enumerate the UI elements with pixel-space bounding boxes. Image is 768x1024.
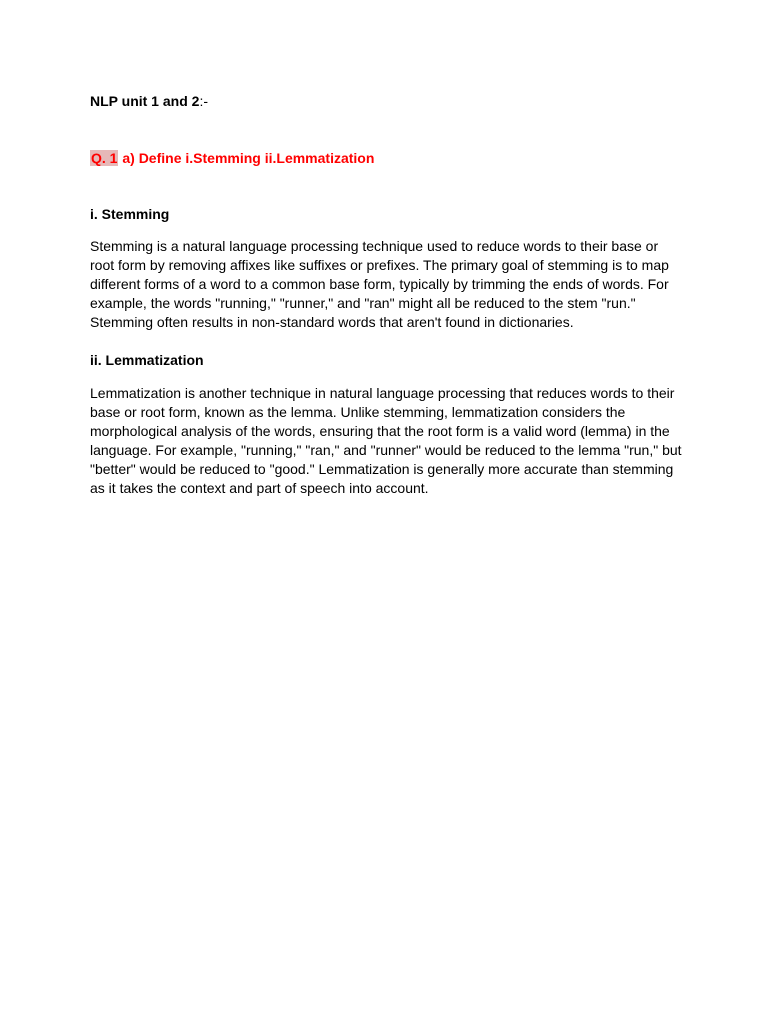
paragraph-line: Stemming often results in non-standard words that aren't found in dictionaries. <box>90 314 574 330</box>
paragraph-line: language. For example, "running," "ran," and "runner" would be reduced to the lemma "run," but <box>90 442 682 458</box>
paragraph-line: "better" would be reduced to "good." Lemmatization is generally more accurate than stemming <box>90 461 674 477</box>
paragraph-line: base or root form, known as the lemma. Unlike stemming, lemmatization considers the <box>90 404 626 420</box>
section-heading-stemming: i. Stemming <box>90 206 170 222</box>
paragraph-line: morphological analysis of the words, ensuring that the root form is a valid word (lemma) in the <box>90 423 670 439</box>
paragraph-stemming <box>90 237 690 332</box>
paragraph-line: root form by removing affixes like suffixes or prefixes. The primary goal of stemming is to map <box>90 257 669 273</box>
document-title-suffix: :- <box>199 93 208 109</box>
paragraph-line: example, the words "running," "runner," and "ran" might all be reduced to the stem "run." <box>90 295 636 311</box>
document-title-main: NLP unit 1 and 2 <box>90 93 200 109</box>
paragraph-line: as it takes the context and part of speech into account. <box>90 480 429 496</box>
paragraph-line: Lemmatization is another technique in natural language processing that reduces words to their <box>90 385 675 401</box>
document-title <box>90 92 208 110</box>
question-heading <box>90 149 374 167</box>
paragraph-line: Stemming is a natural language processing technique used to reduce words to their base or <box>90 238 659 254</box>
paragraph-lemmatization <box>90 384 690 498</box>
section-heading-lemmatization: ii. Lemmatization <box>90 352 204 368</box>
question-number: Q. 1 <box>91 150 118 166</box>
paragraph-line: different forms of a word to a common base form, typically by trimming the ends of words. For <box>90 276 669 292</box>
question-text: a) Define i.Stemming ii.Lemmatization <box>118 150 375 166</box>
